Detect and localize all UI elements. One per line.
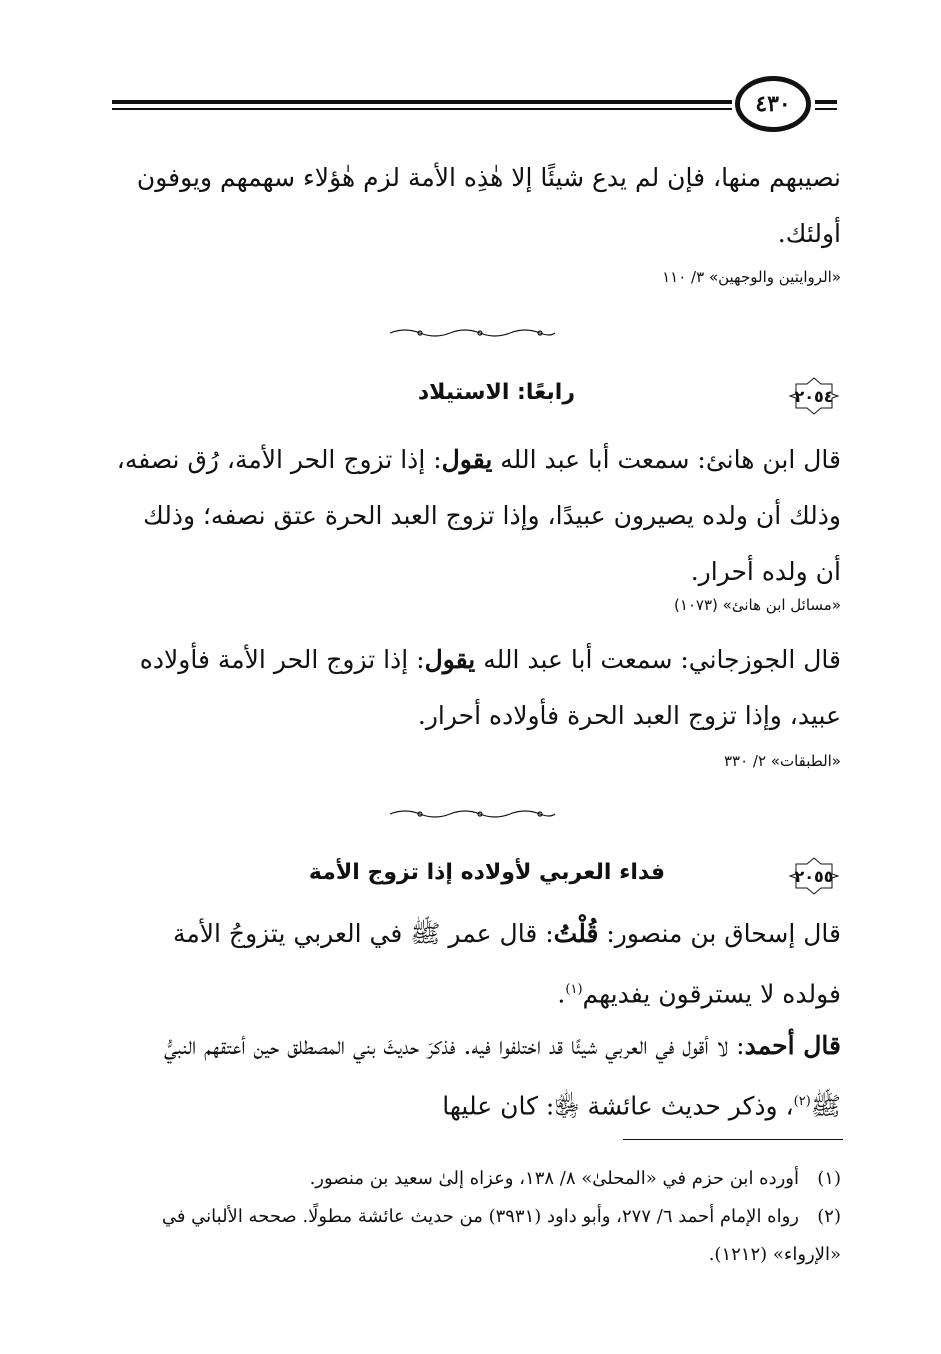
text-run: : لا أقول في العربي شيئًا قد اختلفوا فيه. فذكرَ حديثَ بني المصطلق حين أعتقهم النبيُّ ﷺ: [164, 1031, 841, 1121]
bold-run: يقول: [424, 645, 476, 674]
header-rule-right: [815, 100, 837, 104]
footnote-number: (١): [817, 1168, 841, 1189]
paragraph: [111, 632, 841, 744]
paragraph: [111, 906, 841, 1022]
ornament-divider: [380, 327, 560, 339]
section-title: رابعًا: الاستيلاد: [417, 380, 575, 405]
paragraph: [111, 1018, 841, 1134]
text-run: ، وذكر حديث عائشة ﵂: كان عليها: [442, 1091, 794, 1121]
section-heading: [200, 376, 840, 416]
bold-run: قُلْتُ: [553, 919, 599, 948]
text-run: قال الجوزجاني: سمعت أبا عبد الله: [475, 645, 841, 674]
footnote-rule: [623, 1139, 843, 1140]
source-citation: «مسائل ابن هانئ» (١٠٧٣): [673, 596, 841, 614]
header-rule-thin: [112, 108, 732, 110]
footnote: [96, 1160, 841, 1198]
source-citation: «الروايتين والوجهين» ٣/ ١١٠: [662, 268, 841, 286]
footnote-text: أورده ابن حزم في «المحلىٰ» ٨/ ١٣٨، وعزاه إلىٰ سعيد بن منصور.: [309, 1168, 799, 1189]
text-run: قال ابن هانئ: سمعت أبا عبد الله: [492, 445, 841, 474]
text-run: : قال عمر ﷺ في العربي يتزوجُ الأمة فولده لا يسترقون يفديهم: [172, 919, 841, 1009]
bold-run: قال أحمد: [744, 1031, 841, 1060]
header-rule-right-thin: [815, 108, 837, 110]
section-badge: [788, 376, 840, 416]
paragraph: نصيبهم منها، فإن لم يدع شيئًا إلا هٰذِه الأمة لزم هٰؤلاء سهمهم ويوفون أولئك.: [136, 163, 841, 248]
footnote-text: رواه الإمام أحمد ٦/ ٢٧٧، وأبو داود (٣٩٣١) من حديث عائشة مطولًا. صححه الألباني في «الإرواء» (١٢١٢).: [161, 1206, 841, 1265]
ornament-divider: [380, 808, 560, 820]
section-heading: [200, 856, 840, 896]
text-run: .: [557, 979, 566, 1009]
footnote-ref[interactable]: (٢): [793, 1094, 811, 1109]
section-title: فداء العربي لأولاده إذا تزوج الأمة: [308, 860, 665, 885]
text-run: : إذا تزوج الحر الأمة، رُق نصفه، وذلك أن ولده يصيرون عبيدًا، وإذا تزوج العبد الحرة عتق نصفه؛ وذلك أن ولده أحرار.: [116, 445, 841, 586]
paragraph: [111, 432, 841, 600]
text-run: : إذا تزوج الحر الأمة فأولاده عبيد، وإذا تزوج العبد الحرة فأولاده أحرار.: [139, 645, 841, 730]
section-badge: [788, 856, 840, 896]
text-run: قال إسحاق بن منصور:: [598, 919, 841, 948]
footnote: [96, 1198, 841, 1274]
section-number: ٢٠٥٥: [794, 866, 834, 886]
header-rule: [112, 100, 732, 104]
footnote-number: (٢): [817, 1206, 841, 1227]
source-citation: «الطبقات» ٢/ ٣٣٠: [723, 752, 841, 770]
page-number: ٤٣٠: [735, 76, 811, 132]
bold-run: يقول: [441, 445, 493, 474]
section-number: ٢٠٥٤: [794, 386, 834, 406]
footnote-ref[interactable]: (١): [565, 982, 583, 997]
